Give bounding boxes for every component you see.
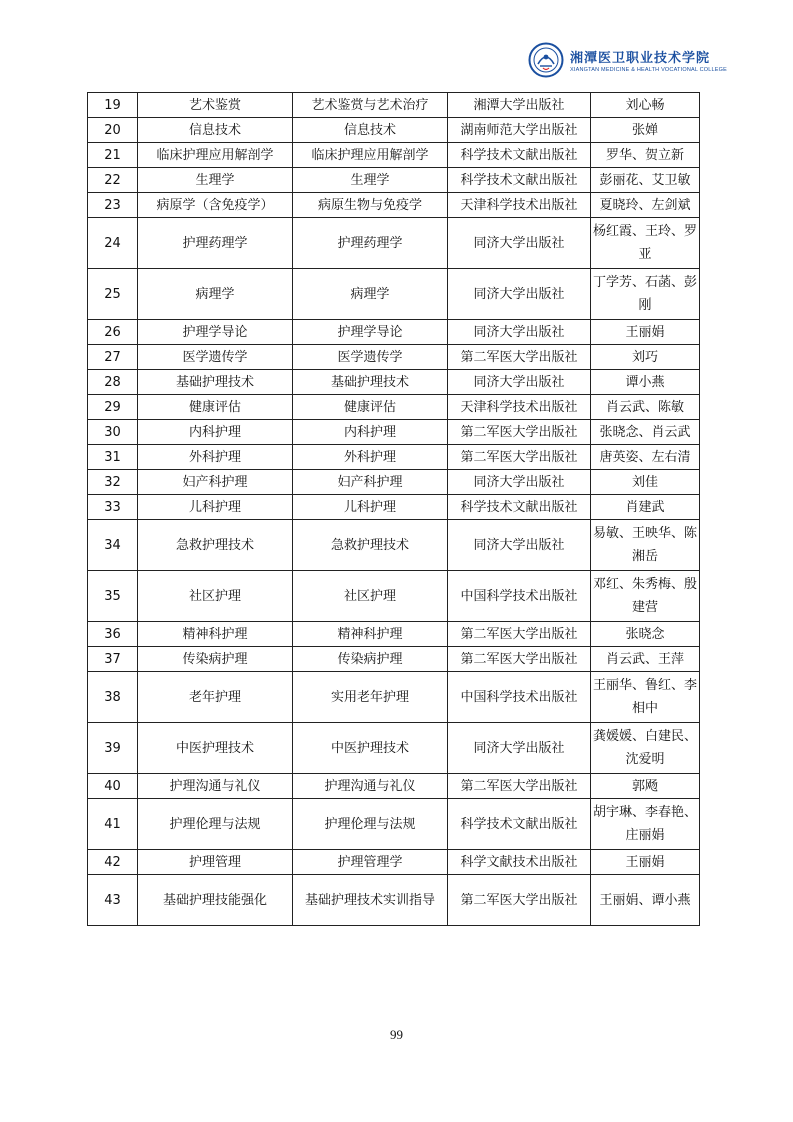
table-row: [88, 370, 700, 395]
textbook-title-cell: 内科护理: [293, 420, 448, 445]
table-row: [88, 395, 700, 420]
row-number-cell: 32: [88, 470, 138, 495]
table-row: [88, 875, 700, 926]
course-name-cell: 基础护理技术: [138, 370, 293, 395]
row-number-cell: 42: [88, 850, 138, 875]
editor-cell: 邓红、朱秀梅、殷建营: [591, 571, 700, 622]
editor-cell: 张婵: [591, 118, 700, 143]
page-number: 99: [390, 1027, 403, 1042]
editor-cell: 刘巧: [591, 345, 700, 370]
row-number-cell: 37: [88, 647, 138, 672]
table-row: [88, 445, 700, 470]
course-name-cell: 精神科护理: [138, 622, 293, 647]
row-number-cell: 27: [88, 345, 138, 370]
publisher-cell: 第二军医大学出版社: [448, 622, 591, 647]
course-name-cell: 护理学导论: [138, 320, 293, 345]
course-name-cell: 急救护理技术: [138, 520, 293, 571]
textbook-table: [87, 92, 700, 926]
editor-cell: 丁学芳、石菡、彭刚: [591, 269, 700, 320]
textbook-title-cell: 实用老年护理: [293, 672, 448, 723]
course-name-cell: 护理伦理与法规: [138, 799, 293, 850]
row-number-cell: 23: [88, 193, 138, 218]
row-number-cell: 35: [88, 571, 138, 622]
row-number-cell: 40: [88, 774, 138, 799]
course-name-cell: 护理药理学: [138, 218, 293, 269]
publisher-cell: 第二军医大学出版社: [448, 875, 591, 926]
textbook-title-cell: 护理伦理与法规: [293, 799, 448, 850]
row-number-cell: 30: [88, 420, 138, 445]
logo-english-name: XIANGTAN MEDICINE & HEALTH VOCATIONAL COLLEGE: [570, 67, 728, 73]
textbook-title-cell: 急救护理技术: [293, 520, 448, 571]
publisher-cell: 天津科学技术出版社: [448, 395, 591, 420]
course-name-cell: 护理沟通与礼仪: [138, 774, 293, 799]
publisher-cell: 科学技术文献出版社: [448, 495, 591, 520]
course-name-cell: 信息技术: [138, 118, 293, 143]
course-name-cell: 外科护理: [138, 445, 293, 470]
publisher-cell: 第二军医大学出版社: [448, 345, 591, 370]
publisher-cell: 科学文献技术出版社: [448, 850, 591, 875]
publisher-cell: 天津科学技术出版社: [448, 193, 591, 218]
textbook-title-cell: 信息技术: [293, 118, 448, 143]
table-row: [88, 193, 700, 218]
course-name-cell: 内科护理: [138, 420, 293, 445]
table-row: [88, 774, 700, 799]
textbook-title-cell: 基础护理技术实训指导: [293, 875, 448, 926]
editor-cell: 谭小燕: [591, 370, 700, 395]
table-row: [88, 571, 700, 622]
editor-cell: 王丽娟: [591, 320, 700, 345]
editor-cell: 肖云武、陈敏: [591, 395, 700, 420]
editor-cell: 罗华、贺立新: [591, 143, 700, 168]
course-name-cell: 基础护理技能强化: [138, 875, 293, 926]
row-number-cell: 34: [88, 520, 138, 571]
row-number-cell: 28: [88, 370, 138, 395]
editor-cell: 王丽华、鲁红、李相中: [591, 672, 700, 723]
editor-cell: 王丽娟、谭小燕: [591, 875, 700, 926]
table-row: [88, 118, 700, 143]
publisher-cell: 湖南师范大学出版社: [448, 118, 591, 143]
publisher-cell: 中国科学技术出版社: [448, 672, 591, 723]
course-name-cell: 儿科护理: [138, 495, 293, 520]
textbook-title-cell: 中医护理技术: [293, 723, 448, 774]
textbook-title-cell: 护理沟通与礼仪: [293, 774, 448, 799]
row-number-cell: 22: [88, 168, 138, 193]
publisher-cell: 同济大学出版社: [448, 520, 591, 571]
textbook-title-cell: 社区护理: [293, 571, 448, 622]
textbook-title-cell: 医学遗传学: [293, 345, 448, 370]
course-name-cell: 生理学: [138, 168, 293, 193]
editor-cell: 杨红霞、王玲、罗亚: [591, 218, 700, 269]
editor-cell: 龚媛媛、白建民、沈爱明: [591, 723, 700, 774]
course-name-cell: 临床护理应用解剖学: [138, 143, 293, 168]
course-name-cell: 社区护理: [138, 571, 293, 622]
textbook-title-cell: 外科护理: [293, 445, 448, 470]
table-row: [88, 218, 700, 269]
publisher-cell: 同济大学出版社: [448, 218, 591, 269]
editor-cell: 肖建武: [591, 495, 700, 520]
table-row: [88, 320, 700, 345]
textbook-title-cell: 临床护理应用解剖学: [293, 143, 448, 168]
course-name-cell: 老年护理: [138, 672, 293, 723]
textbook-title-cell: 护理学导论: [293, 320, 448, 345]
row-number-cell: 21: [88, 143, 138, 168]
textbook-title-cell: 生理学: [293, 168, 448, 193]
course-name-cell: 艺术鉴赏: [138, 93, 293, 118]
publisher-cell: 第二军医大学出版社: [448, 420, 591, 445]
table-row: [88, 520, 700, 571]
table-row: [88, 672, 700, 723]
table-row: [88, 622, 700, 647]
row-number-cell: 19: [88, 93, 138, 118]
textbook-title-cell: 护理药理学: [293, 218, 448, 269]
textbook-title-cell: 精神科护理: [293, 622, 448, 647]
page-header: [0, 0, 793, 90]
course-name-cell: 中医护理技术: [138, 723, 293, 774]
textbook-title-cell: 妇产科护理: [293, 470, 448, 495]
textbook-title-cell: 基础护理技术: [293, 370, 448, 395]
textbook-title-cell: 护理管理学: [293, 850, 448, 875]
publisher-cell: 同济大学出版社: [448, 370, 591, 395]
editor-cell: 肖云武、王萍: [591, 647, 700, 672]
course-name-cell: 病原学（含免疫学）: [138, 193, 293, 218]
table-row: [88, 647, 700, 672]
editor-cell: 刘心畅: [591, 93, 700, 118]
course-name-cell: 护理管理: [138, 850, 293, 875]
row-number-cell: 39: [88, 723, 138, 774]
table-row: [88, 799, 700, 850]
row-number-cell: 26: [88, 320, 138, 345]
editor-cell: 张晓念、肖云武: [591, 420, 700, 445]
editor-cell: 唐英姿、左右清: [591, 445, 700, 470]
textbook-title-cell: 健康评估: [293, 395, 448, 420]
publisher-cell: 中国科学技术出版社: [448, 571, 591, 622]
editor-cell: 郭飏: [591, 774, 700, 799]
editor-cell: 夏晓玲、左剑斌: [591, 193, 700, 218]
editor-cell: 易敏、王映华、陈湘岳: [591, 520, 700, 571]
textbook-title-cell: 病理学: [293, 269, 448, 320]
table-row: [88, 345, 700, 370]
row-number-cell: 33: [88, 495, 138, 520]
table-row: [88, 850, 700, 875]
table-row: [88, 470, 700, 495]
row-number-cell: 43: [88, 875, 138, 926]
publisher-cell: 第二军医大学出版社: [448, 774, 591, 799]
course-name-cell: 传染病护理: [138, 647, 293, 672]
course-name-cell: 医学遗传学: [138, 345, 293, 370]
table-row: [88, 143, 700, 168]
publisher-cell: 同济大学出版社: [448, 269, 591, 320]
row-number-cell: 20: [88, 118, 138, 143]
editor-cell: 张晓念: [591, 622, 700, 647]
publisher-cell: 同济大学出版社: [448, 470, 591, 495]
editor-cell: 胡宇琳、李春艳、庄丽娟: [591, 799, 700, 850]
textbook-title-cell: 儿科护理: [293, 495, 448, 520]
row-number-cell: 36: [88, 622, 138, 647]
college-seal-icon: [528, 42, 564, 78]
publisher-cell: 同济大学出版社: [448, 723, 591, 774]
publisher-cell: 第二军医大学出版社: [448, 647, 591, 672]
textbook-title-cell: 艺术鉴赏与艺术治疗: [293, 93, 448, 118]
row-number-cell: 41: [88, 799, 138, 850]
table-row: [88, 420, 700, 445]
course-name-cell: 妇产科护理: [138, 470, 293, 495]
editor-cell: 彭丽花、艾卫敏: [591, 168, 700, 193]
publisher-cell: 科学技术文献出版社: [448, 799, 591, 850]
publisher-cell: 科学技术文献出版社: [448, 168, 591, 193]
editor-cell: 王丽娟: [591, 850, 700, 875]
publisher-cell: 第二军医大学出版社: [448, 445, 591, 470]
textbook-table-body: [88, 93, 700, 926]
row-number-cell: 25: [88, 269, 138, 320]
course-name-cell: 健康评估: [138, 395, 293, 420]
row-number-cell: 31: [88, 445, 138, 470]
table-row: [88, 723, 700, 774]
table-row: [88, 495, 700, 520]
table-row: [88, 269, 700, 320]
table-row: [88, 93, 700, 118]
row-number-cell: 24: [88, 218, 138, 269]
logo-chinese-name: 湘潭医卫职业技术学院: [570, 51, 711, 66]
row-number-cell: 38: [88, 672, 138, 723]
publisher-cell: 湘潭大学出版社: [448, 93, 591, 118]
table-row: [88, 168, 700, 193]
textbook-title-cell: 传染病护理: [293, 647, 448, 672]
publisher-cell: 科学技术文献出版社: [448, 143, 591, 168]
course-name-cell: 病理学: [138, 269, 293, 320]
row-number-cell: 29: [88, 395, 138, 420]
college-logo: [528, 42, 727, 78]
publisher-cell: 同济大学出版社: [448, 320, 591, 345]
editor-cell: 刘佳: [591, 470, 700, 495]
textbook-title-cell: 病原生物与免疫学: [293, 193, 448, 218]
